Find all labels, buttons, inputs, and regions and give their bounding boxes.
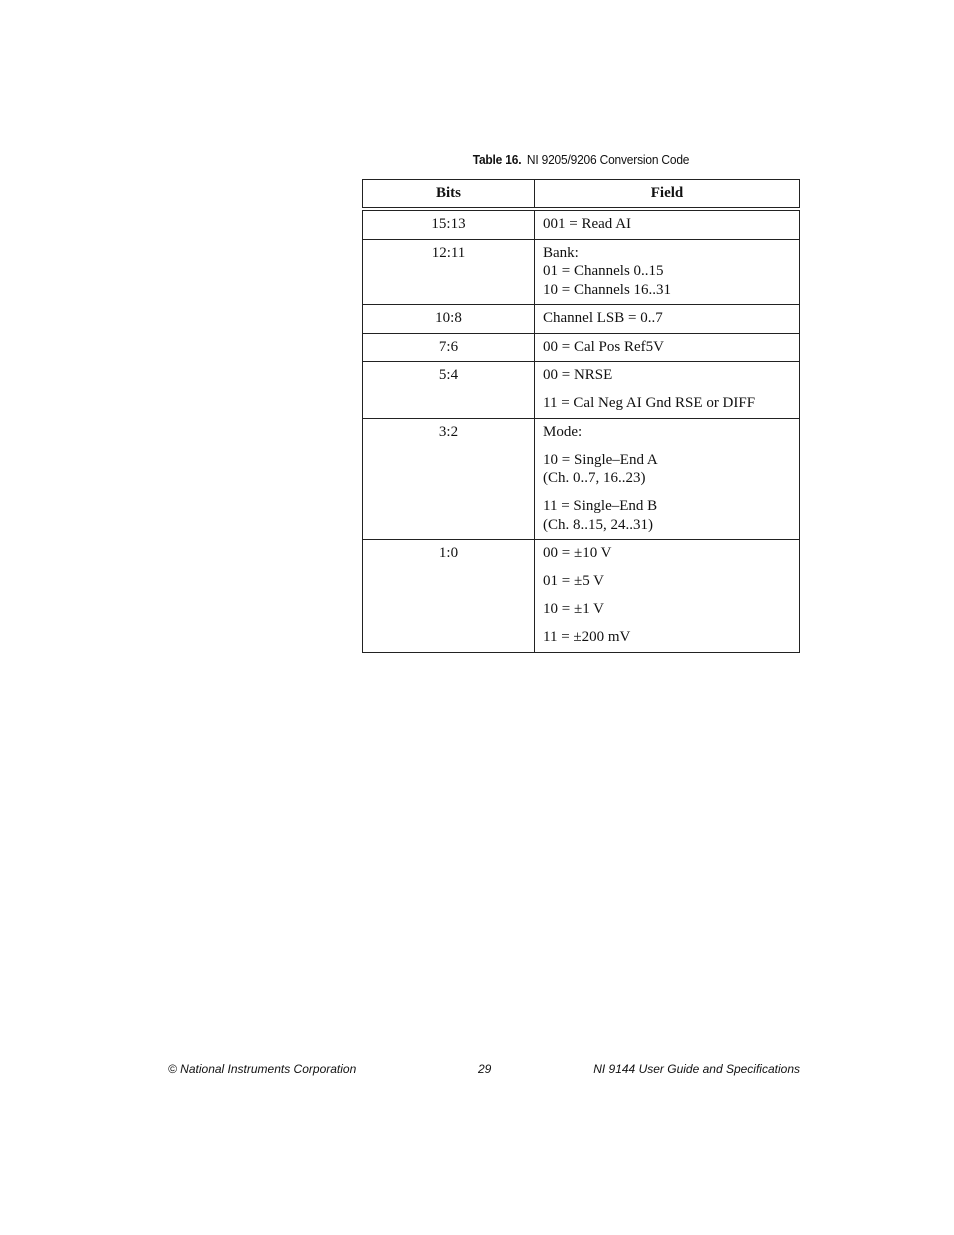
field-line: Mode: xyxy=(543,423,583,440)
field-line: (Ch. 0..7, 16..23) xyxy=(543,470,646,486)
field-line: 01 = Channels 0..15 xyxy=(543,263,664,279)
field-paragraph xyxy=(543,366,791,385)
bits-cell: 15:13 xyxy=(363,209,535,239)
field-line: 11 = ±200 mV xyxy=(543,629,631,645)
field-paragraph xyxy=(543,309,791,328)
table-row xyxy=(363,418,800,540)
field-paragraph xyxy=(543,215,791,234)
table-body xyxy=(363,209,800,652)
field-cell xyxy=(535,362,800,419)
bits-cell: 5:4 xyxy=(363,362,535,419)
field-line: Bank: xyxy=(543,244,579,261)
field-paragraph xyxy=(543,423,791,442)
field-cell xyxy=(535,540,800,653)
field-paragraph xyxy=(543,600,791,619)
bits-cell: 12:11 xyxy=(363,239,535,305)
field-paragraph xyxy=(543,394,791,413)
table-row xyxy=(363,209,800,239)
field-line: 01 = ±5 V xyxy=(543,573,605,589)
table-header-row xyxy=(363,180,800,210)
bits-cell: 7:6 xyxy=(363,333,535,362)
field-line: 10 = Channels 16..31 xyxy=(543,281,672,298)
field-paragraph xyxy=(543,497,791,534)
field-cell xyxy=(535,418,800,540)
field-line: 001 = Read AI xyxy=(543,216,632,232)
field-line: 00 = ±10 V xyxy=(543,545,612,561)
field-cell xyxy=(535,209,800,239)
table-row xyxy=(363,239,800,305)
field-cell xyxy=(535,305,800,334)
field-paragraph xyxy=(543,572,791,591)
footer-page-number: 29 xyxy=(478,1062,492,1076)
column-header-field: Field xyxy=(535,180,800,210)
column-header-bits: Bits xyxy=(363,180,535,210)
table-caption xyxy=(380,152,783,167)
table-caption-title: NI 9205/9206 Conversion Code xyxy=(526,152,690,167)
bits-cell: 3:2 xyxy=(363,418,535,540)
field-paragraph xyxy=(543,338,791,357)
bits-cell: 1:0 xyxy=(363,540,535,653)
footer-document-title: NI 9144 User Guide and Specifications xyxy=(593,1062,800,1076)
field-paragraph xyxy=(543,628,791,647)
field-paragraph xyxy=(543,244,791,300)
field-line: Channel LSB = 0..7 xyxy=(543,310,663,326)
field-line: 00 = Cal Pos Ref5V xyxy=(543,338,664,355)
table-row xyxy=(363,540,800,653)
field-line: 10 = ±1 V xyxy=(543,601,605,617)
field-cell xyxy=(535,239,800,305)
table-row xyxy=(363,333,800,362)
table-caption-label: Table 16. xyxy=(472,152,522,167)
field-cell xyxy=(535,333,800,362)
field-line: 11 = Single–End B xyxy=(543,498,658,514)
field-line: (Ch. 8..15, 24..31) xyxy=(543,516,653,533)
bits-cell: 10:8 xyxy=(363,305,535,334)
footer-copyright: © National Instruments Corporation xyxy=(168,1062,357,1076)
field-paragraph xyxy=(543,451,791,488)
conversion-code-table xyxy=(362,179,800,653)
field-line: 00 = NRSE xyxy=(543,367,613,383)
table-row xyxy=(363,305,800,334)
field-paragraph xyxy=(543,544,791,563)
table-row xyxy=(363,362,800,419)
field-line: 10 = Single–End A xyxy=(543,451,658,468)
field-line: 11 = Cal Neg AI Gnd RSE or DIFF xyxy=(543,395,756,411)
